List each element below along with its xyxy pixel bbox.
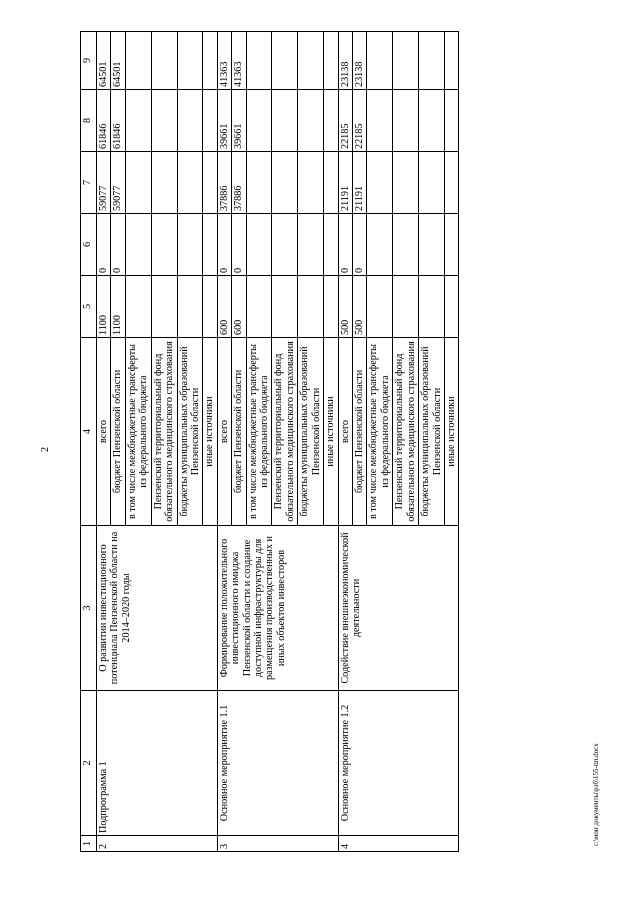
value-cell xyxy=(444,32,458,90)
funding-source: иные источники xyxy=(444,338,458,526)
header-cell: 2 xyxy=(81,691,97,836)
value-cell xyxy=(419,214,445,276)
budget-table xyxy=(80,31,459,852)
value-cell: 1100 xyxy=(111,276,125,338)
value-cell: 21191 xyxy=(353,152,367,214)
header-cell: 5 xyxy=(81,276,97,338)
value-cell: 21191 xyxy=(338,152,352,214)
value-cell: 64501 xyxy=(111,32,125,90)
value-cell: 0 xyxy=(97,214,111,276)
value-cell xyxy=(177,32,203,90)
value-cell xyxy=(367,90,393,152)
value-cell xyxy=(272,90,298,152)
value-cell xyxy=(125,276,151,338)
funding-source: Пензенский территориальный фонд обязательного медицинского страхования xyxy=(393,338,419,526)
value-cell xyxy=(419,276,445,338)
value-cell xyxy=(324,152,338,214)
value-cell xyxy=(367,214,393,276)
value-cell: 0 xyxy=(232,214,246,276)
value-cell xyxy=(203,152,217,214)
value-cell: 0 xyxy=(217,214,231,276)
footer-file-path: c:\мои документы\рзб\155-пп.docx xyxy=(592,743,600,846)
value-cell xyxy=(367,32,393,90)
value-cell xyxy=(246,90,272,152)
value-cell xyxy=(125,152,151,214)
value-cell xyxy=(298,90,324,152)
row-number: 4 xyxy=(338,836,459,852)
funding-source: всего xyxy=(217,338,231,526)
value-cell xyxy=(151,276,177,338)
funding-source: бюджеты муниципальных образований Пензенской области xyxy=(177,338,203,526)
value-cell: 37886 xyxy=(232,152,246,214)
header-cell: 6 xyxy=(81,214,97,276)
value-cell xyxy=(324,32,338,90)
value-cell: 23138 xyxy=(353,32,367,90)
program-name: Основное мероприятие 1.1 xyxy=(217,691,338,836)
value-cell: 41363 xyxy=(217,32,231,90)
value-cell: 23138 xyxy=(338,32,352,90)
value-cell xyxy=(393,152,419,214)
value-cell: 500 xyxy=(353,276,367,338)
header-cell: 4 xyxy=(81,338,97,526)
table-row xyxy=(217,32,231,852)
value-cell xyxy=(393,90,419,152)
header-row xyxy=(81,32,97,852)
header-cell: 1 xyxy=(81,836,97,852)
value-cell xyxy=(125,214,151,276)
program-description: Содействие внешнеэкономической деятельности xyxy=(338,526,459,691)
program-description: Формирование положительного инвестиционного имиджа Пензенской области и создание доступной инфраструктуры для размещения производственных и иных объектов инвесторов xyxy=(217,526,338,691)
program-name: Основное мероприятие 1.2 xyxy=(338,691,459,836)
value-cell: 61846 xyxy=(97,90,111,152)
funding-source: Пензенский территориальный фонд обязательного медицинского страхования xyxy=(272,338,298,526)
funding-source: всего xyxy=(338,338,352,526)
value-cell xyxy=(393,214,419,276)
value-cell xyxy=(444,276,458,338)
value-cell xyxy=(272,214,298,276)
funding-source: бюджет Пензенской области xyxy=(232,338,246,526)
value-cell: 59077 xyxy=(111,152,125,214)
table-row xyxy=(338,32,352,852)
value-cell xyxy=(151,32,177,90)
value-cell xyxy=(419,32,445,90)
value-cell: 0 xyxy=(338,214,352,276)
value-cell xyxy=(151,214,177,276)
value-cell xyxy=(177,214,203,276)
value-cell: 59077 xyxy=(97,152,111,214)
funding-source: бюджеты муниципальных образований Пензенской области xyxy=(298,338,324,526)
funding-source: Пензенский территориальный фонд обязательного медицинского страхования xyxy=(151,338,177,526)
value-cell xyxy=(419,152,445,214)
value-cell: 600 xyxy=(232,276,246,338)
value-cell xyxy=(444,152,458,214)
value-cell xyxy=(177,276,203,338)
program-description: О развитии инвестиционного потенциала Пензенской области на 2014–2020 годы xyxy=(97,526,218,691)
funding-source: бюджет Пензенской области xyxy=(111,338,125,526)
value-cell: 0 xyxy=(111,214,125,276)
value-cell: 22185 xyxy=(338,90,352,152)
program-name: Подпрограмма 1 xyxy=(97,691,218,836)
value-cell xyxy=(177,90,203,152)
value-cell xyxy=(367,152,393,214)
funding-source: в том числе межбюджетные трансферты из федерального бюджета xyxy=(367,338,393,526)
value-cell xyxy=(367,276,393,338)
value-cell xyxy=(203,276,217,338)
header-cell: 9 xyxy=(81,32,97,90)
header-cell: 8 xyxy=(81,90,97,152)
value-cell: 39661 xyxy=(232,90,246,152)
value-cell xyxy=(177,152,203,214)
page-number: 2 xyxy=(40,447,51,452)
value-cell xyxy=(151,152,177,214)
value-cell xyxy=(272,152,298,214)
value-cell xyxy=(203,32,217,90)
value-cell xyxy=(419,90,445,152)
value-cell: 64501 xyxy=(97,32,111,90)
value-cell xyxy=(246,152,272,214)
value-cell xyxy=(393,276,419,338)
value-cell: 22185 xyxy=(353,90,367,152)
row-number: 3 xyxy=(217,836,338,852)
value-cell xyxy=(246,214,272,276)
value-cell xyxy=(324,90,338,152)
funding-source: в том числе межбюджетные трансферты из федерального бюджета xyxy=(125,338,151,526)
funding-source: в том числе межбюджетные трансферты из федерального бюджета xyxy=(246,338,272,526)
value-cell: 61846 xyxy=(111,90,125,152)
budget-table-container xyxy=(80,32,560,852)
value-cell: 39661 xyxy=(217,90,231,152)
value-cell xyxy=(324,214,338,276)
value-cell: 1100 xyxy=(97,276,111,338)
value-cell: 37886 xyxy=(217,152,231,214)
funding-source: иные источники xyxy=(203,338,217,526)
value-cell xyxy=(444,90,458,152)
value-cell xyxy=(125,90,151,152)
value-cell xyxy=(203,214,217,276)
value-cell xyxy=(203,90,217,152)
funding-source: всего xyxy=(97,338,111,526)
value-cell xyxy=(246,32,272,90)
value-cell xyxy=(444,214,458,276)
value-cell xyxy=(298,214,324,276)
value-cell xyxy=(393,32,419,90)
value-cell xyxy=(298,276,324,338)
value-cell: 41363 xyxy=(232,32,246,90)
value-cell xyxy=(298,152,324,214)
value-cell xyxy=(272,276,298,338)
header-cell: 3 xyxy=(81,526,97,691)
value-cell: 600 xyxy=(217,276,231,338)
row-number: 2 xyxy=(97,836,218,852)
value-cell: 500 xyxy=(338,276,352,338)
funding-source: бюджеты муниципальных образований Пензенской области xyxy=(419,338,445,526)
value-cell xyxy=(298,32,324,90)
value-cell: 0 xyxy=(353,214,367,276)
value-cell xyxy=(324,276,338,338)
value-cell xyxy=(125,32,151,90)
value-cell xyxy=(246,276,272,338)
funding-source: иные источники xyxy=(324,338,338,526)
value-cell xyxy=(272,32,298,90)
value-cell xyxy=(151,90,177,152)
header-cell: 7 xyxy=(81,152,97,214)
funding-source: бюджет Пензенской области xyxy=(353,338,367,526)
table-row xyxy=(97,32,111,852)
